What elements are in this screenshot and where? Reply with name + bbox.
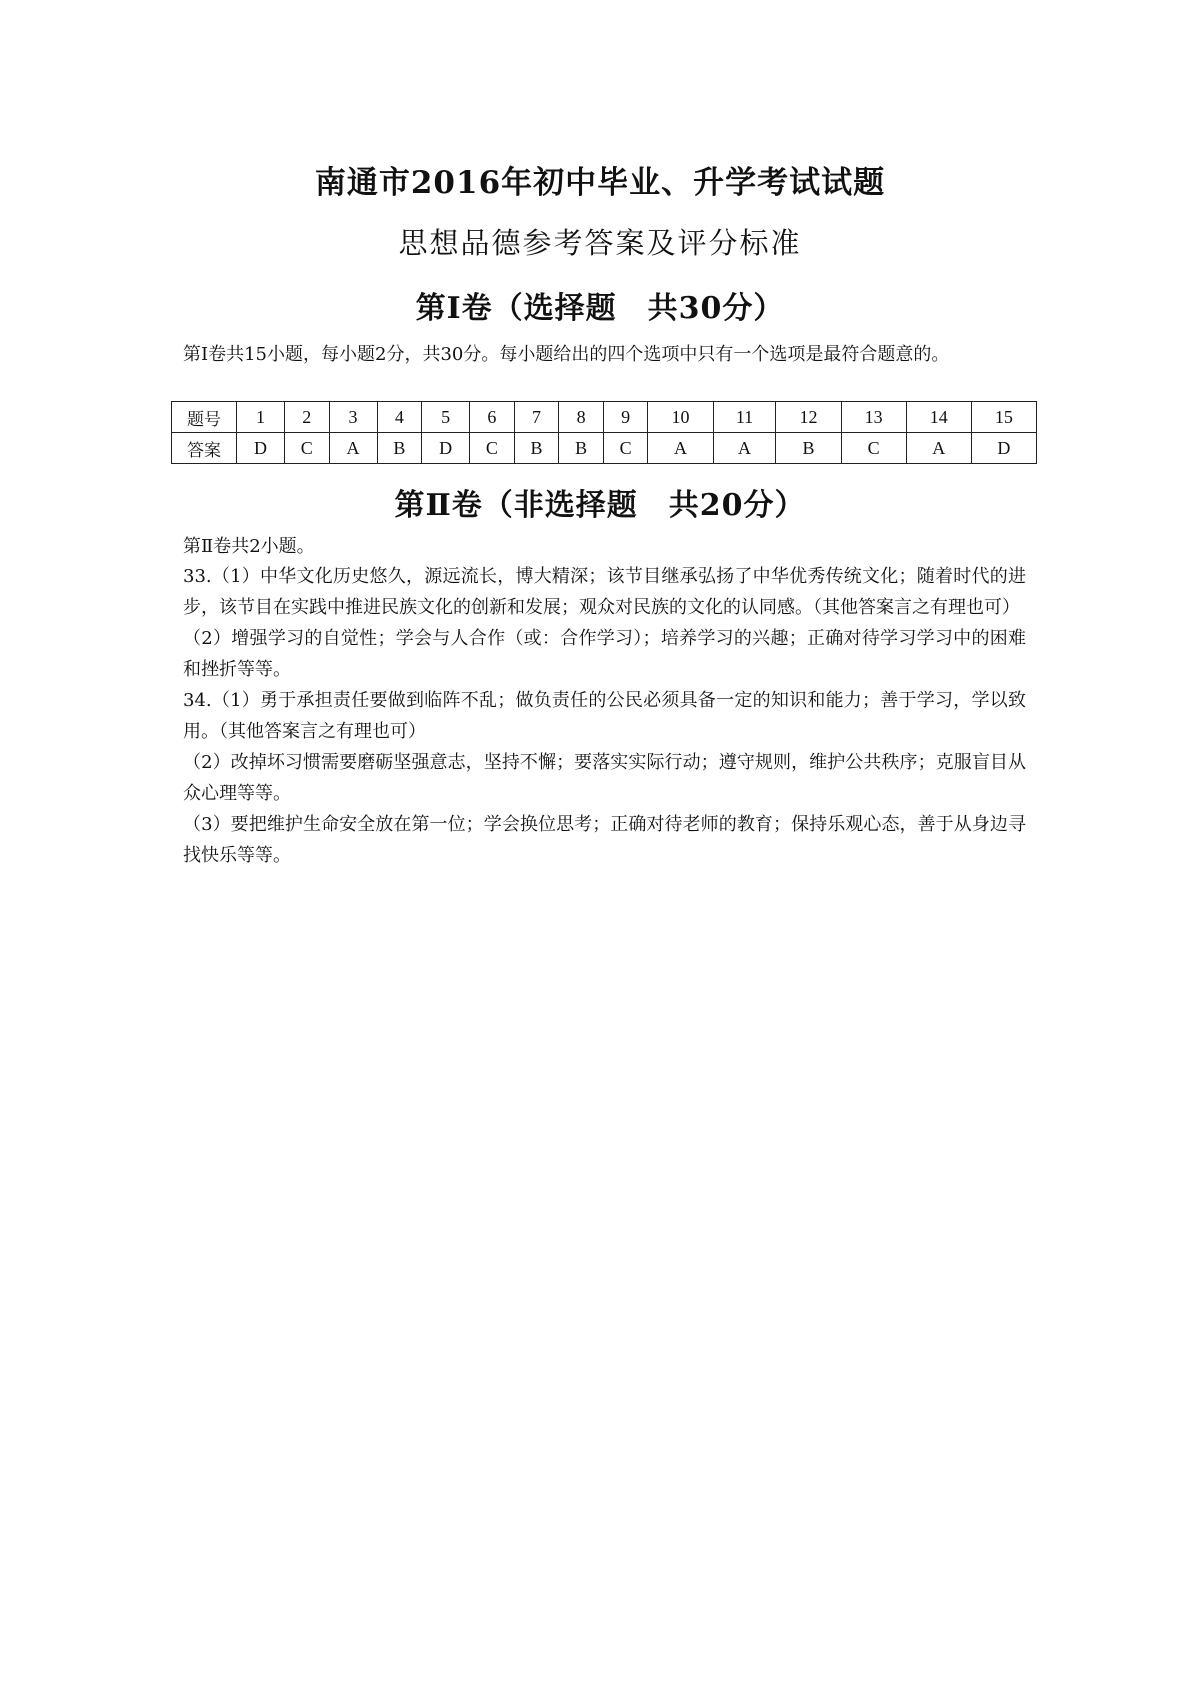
answer-cell: D (422, 433, 470, 464)
question-number-cell: 15 (971, 402, 1036, 433)
section1-title: 第Ⅰ卷（选择题 共30分） (415, 291, 785, 326)
section2-title: 第Ⅱ卷（非选择题 共20分） (394, 488, 806, 523)
answer-cell: A (329, 433, 377, 464)
question-number-cell: 6 (470, 402, 515, 433)
question-number-cell: 10 (648, 402, 713, 433)
section1-instructions: 第Ⅰ卷共15小题，每小题2分，共30分。每小题给出的四个选项中只有一个选项是最符合题意的。 (183, 344, 950, 365)
answer-cell: C (841, 433, 906, 464)
question-number-cell: 14 (906, 402, 971, 433)
answer-row (172, 433, 1037, 464)
answer-cell: C (284, 433, 329, 464)
question-number-cell: 5 (422, 402, 470, 433)
answer-cell: D (971, 433, 1036, 464)
answer-cell: A (648, 433, 713, 464)
question-number-cell: 12 (776, 402, 841, 433)
question-number-row (172, 402, 1037, 433)
answer-cell: B (559, 433, 604, 464)
answer-cell: A (906, 433, 971, 464)
question-number-cell: 2 (284, 402, 329, 433)
question-number-cell: 1 (237, 402, 285, 433)
question-number-label: 题号 (172, 402, 237, 433)
answer-cell: B (377, 433, 422, 464)
question-number-cell: 13 (841, 402, 906, 433)
answer-paragraph: （3）要把维护生命安全放在第一位；学会换位思考；正确对待老师的教育；保持乐观心态，善于从身边寻找快乐等等。 (183, 814, 1026, 866)
section2-instructions: 第Ⅱ卷共2小题。 (183, 536, 315, 557)
section2-answers (183, 561, 1026, 871)
answer-paragraph: （2）改掉坏习惯需要磨砺坚强意志，坚持不懈；要落实实际行动；遵守规则，维护公共秩序；克服盲目从众心理等等。 (183, 752, 1026, 804)
document-title: 南通市2016年初中毕业、升学考试试题 (314, 165, 886, 201)
answer-label: 答案 (172, 433, 237, 464)
answer-paragraph: 34.（1）勇于承担责任要做到临阵不乱；做负责任的公民必须具备一定的知识和能力；善于学习，学以致用。（其他答案言之有理也可） (183, 690, 1026, 742)
answer-key-table (171, 401, 1037, 464)
answer-cell: C (470, 433, 515, 464)
answer-cell: B (514, 433, 559, 464)
answer-cell: D (237, 433, 285, 464)
question-number-cell: 3 (329, 402, 377, 433)
answer-paragraph: （2）增强学习的自觉性；学会与人合作（或：合作学习）；培养学习的兴趣；正确对待学习学习中的困难和挫折等等。 (183, 628, 1026, 680)
question-number-cell: 7 (514, 402, 559, 433)
question-number-cell: 8 (559, 402, 604, 433)
question-number-cell: 11 (713, 402, 776, 433)
question-number-cell: 4 (377, 402, 422, 433)
question-number-cell: 9 (603, 402, 648, 433)
answer-paragraph: 33.（1）中华文化历史悠久，源远流长，博大精深；该节目继承弘扬了中华优秀传统文化；随着时代的进步，该节目在实践中推进民族文化的创新和发展；观众对民族的文化的认同感。（其他答案言之有理也可） (183, 566, 1026, 618)
document-subtitle: 思想品德参考答案及评分标准 (398, 226, 802, 260)
answer-cell: B (776, 433, 841, 464)
answer-cell: A (713, 433, 776, 464)
answer-cell: C (603, 433, 648, 464)
